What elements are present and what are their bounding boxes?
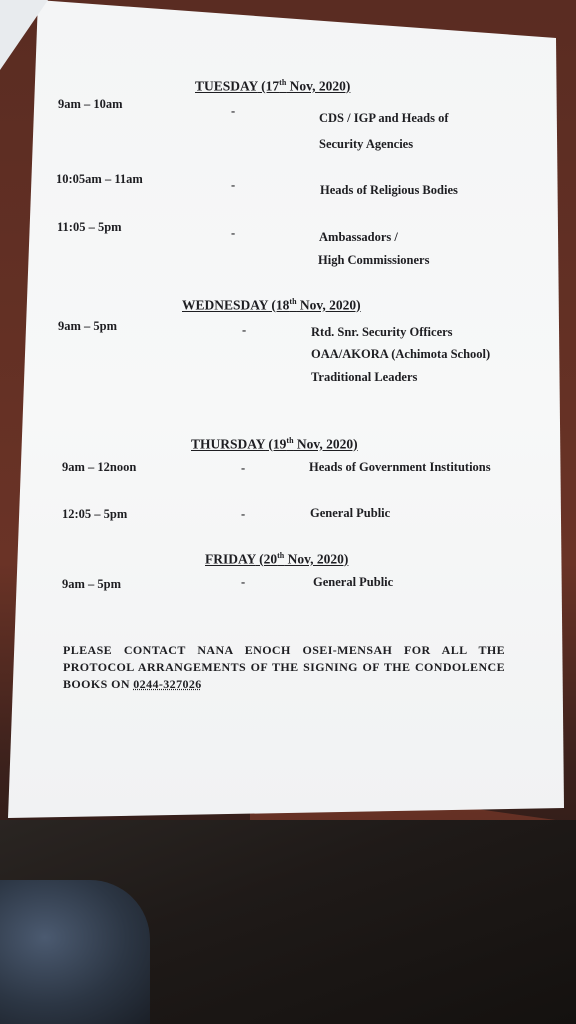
contact-notice bbox=[63, 642, 505, 693]
fabric-item bbox=[0, 880, 150, 1024]
separator-dash: - bbox=[231, 226, 236, 240]
day-heading-friday: FRIDAY (20th Nov, 2020) bbox=[205, 551, 349, 567]
attendee-line: General Public bbox=[310, 506, 391, 520]
attendee-line: CDS / IGP and Heads of bbox=[319, 111, 449, 125]
attendee-line: Traditional Leaders bbox=[311, 370, 418, 384]
day-heading-wednesday: WEDNESDAY (18th Nov, 2020) bbox=[182, 297, 361, 313]
time-slot: 9am – 5pm bbox=[58, 319, 118, 333]
schedule-sheet bbox=[8, 0, 564, 818]
separator-dash: - bbox=[241, 507, 246, 521]
attendee-line: Rtd. Snr. Security Officers bbox=[311, 325, 453, 339]
day-heading-tuesday: TUESDAY (17th Nov, 2020) bbox=[195, 78, 351, 94]
time-slot: 9am – 5pm bbox=[62, 577, 122, 591]
separator-dash: - bbox=[241, 575, 246, 589]
contact-phone-number: 0244-327026 bbox=[133, 677, 202, 691]
separator-dash: - bbox=[231, 178, 236, 192]
attendee-line: Heads of Religious Bodies bbox=[320, 183, 458, 197]
time-slot: 12:05 – 5pm bbox=[62, 507, 128, 521]
attendee-line: General Public bbox=[313, 575, 394, 589]
attendee-line: Ambassadors / bbox=[319, 230, 398, 244]
separator-dash: - bbox=[231, 104, 236, 118]
attendee-line: Security Agencies bbox=[319, 137, 414, 151]
attendee-line: Heads of Government Institutions bbox=[309, 460, 491, 474]
time-slot: 11:05 – 5pm bbox=[57, 220, 122, 234]
time-slot: 10:05am – 11am bbox=[56, 172, 143, 186]
time-slot: 9am – 12noon bbox=[62, 460, 137, 474]
separator-dash: - bbox=[241, 461, 246, 475]
day-heading-thursday: THURSDAY (19th Nov, 2020) bbox=[191, 436, 358, 452]
attendee-line: OAA/AKORA (Achimota School) bbox=[311, 347, 491, 361]
separator-dash: - bbox=[242, 323, 247, 337]
notice-text: PLEASE CONTACT NANA ENOCH OSEI-MENSAH FOR ALL THE PROTOCOL ARRANGEMENTS OF THE SIGNING OF THE CONDOLENCE BOOKS ON bbox=[63, 643, 505, 691]
attendee-line: High Commissioners bbox=[318, 253, 430, 267]
time-slot: 9am – 10am bbox=[58, 97, 123, 111]
